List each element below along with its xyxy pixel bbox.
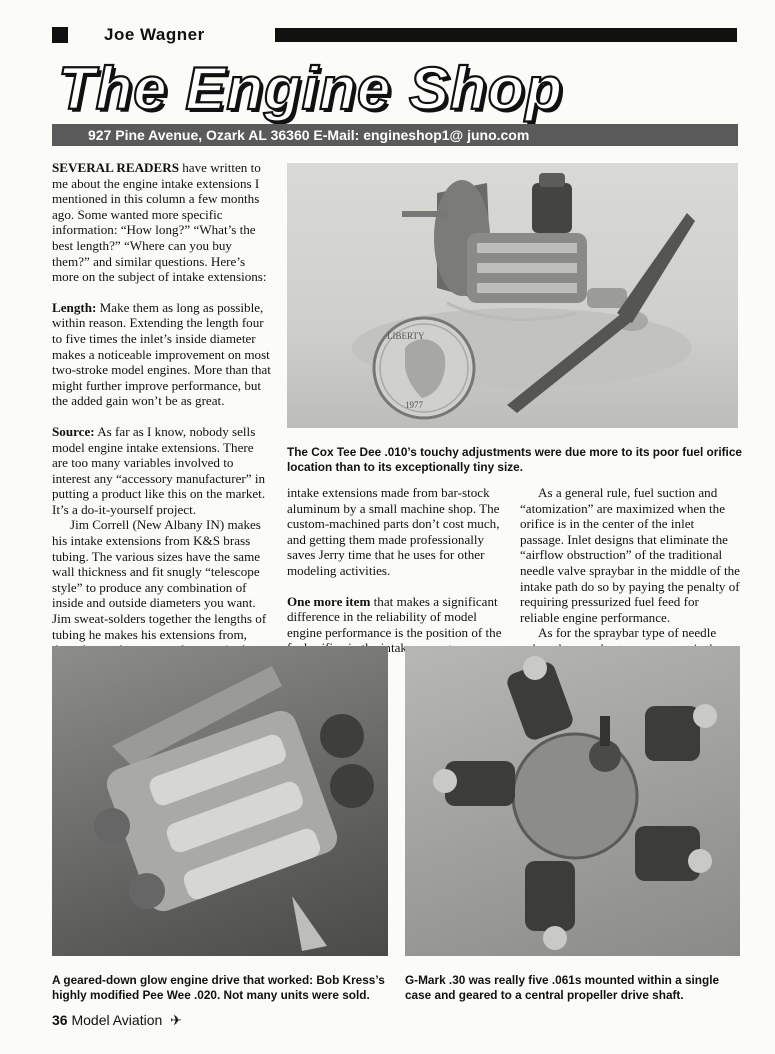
page-number: 36 [52, 1012, 68, 1028]
lead-in: SEVERAL READERS [52, 160, 179, 175]
header-rule-bar [275, 28, 737, 42]
caption-photo-1: The Cox Tee Dee .010’s touchy adjustments were due more to its poor fuel orifice location than to its exceptionally tiny size. [287, 445, 742, 474]
paragraph-correll: Jim Correll (New Albany IN) makes his intake extensions from K&S brass tubing. The various sizes have the same wall thickness and fit snugly “telescope style” to produce any combination of inside and outside diameters you want. Jim sweat-solders together the lengths of tubing he makes his extensions from, [52, 517, 267, 642]
magazine-name: Model Aviation [71, 1012, 163, 1028]
lead-in: One more item [287, 593, 371, 609]
paragraph-price-cont: intake extensions made from bar-stock aluminum by a small machine shop. The custom-machined parts don’t cost much, and getting them made professionally saves Jerry time that he uses for other modeling activities. [287, 485, 500, 578]
address-text: 927 Pine Avenue, Ozark AL 36360 E-Mail: engineshop1@ juno.com [88, 127, 530, 143]
paragraph-source [52, 424, 272, 518]
article-column-1 [52, 160, 272, 705]
caption-photo-2: A geared-down glow engine drive that worked: Bob Kress’s highly modified Pee Wee .020. Not many units were sold. [52, 973, 385, 1002]
paragraph-spraybar: As for the spraybar type of needle [538, 625, 717, 641]
paragraph-intro [52, 160, 272, 285]
coin-legend: LIBERTY [387, 331, 425, 341]
paragraph-fuel-suction: As a general rule, fuel suction and “atomization” are maximized when the orifice is in the center of the inlet passage. Inlet designs that eliminate the “airflow obstruction” of the traditional needle valve spraybar in the middle of the intake path do so by paying the penalty of requiring pressurized fuel feed for reliable engine performance. [520, 485, 740, 625]
paragraph-length [52, 300, 272, 409]
lead-in: Source: [52, 423, 95, 439]
lead-in: Length: [52, 299, 97, 315]
caption-photo-3: G-Mark .30 was really five .061s mounted within a single case and geared to a central propeller drive shaft. [405, 973, 720, 1002]
article-column-2 [287, 485, 505, 656]
coin-year: 1977 [405, 400, 423, 410]
paragraph-text: that makes a significant difference in the reliability of model engine performance is the position of the intake [287, 593, 502, 656]
paragraph-text: Make them as long as possible, within reason. Extending the length four to five times the inlet’s inside diameter makes a noticeable improvement on most two-stroke model engines. More than that might further improve performance, but the added gain won’t be as great. [52, 299, 271, 409]
page-footer [52, 1012, 182, 1029]
engine-photo-illustration [287, 163, 738, 428]
paragraph-text: As far as I know, nobody sells model engine intake extensions. There are too many variables involved to interest any “accessory manufacturer” in putting a product like this on the market. It’s a do-it-yourself project. [52, 423, 266, 517]
photo-pee-wee-geared-drive [52, 646, 388, 956]
author-name: Joe Wagner [104, 25, 205, 44]
airplane-icon: ✈ [170, 1012, 182, 1028]
radial-engine-illustration [405, 646, 740, 956]
photo-g-mark-radial-engine [405, 646, 740, 956]
column-title: The Engine Shop [58, 55, 563, 122]
photo-cox-tee-dee-engine [287, 163, 738, 428]
header-square-mark [52, 27, 68, 43]
paragraph-text: have written to me about the engine intake extensions I mentioned in this column a few months ago. Some wanted more specific information: “How long?” “What’s the best length?” “Where can you buy them?” and similar questions. Here’s more on the subject of intake extensions: [52, 160, 267, 285]
geared-drive-illustration [52, 646, 388, 956]
article-column-3 [520, 485, 740, 672]
